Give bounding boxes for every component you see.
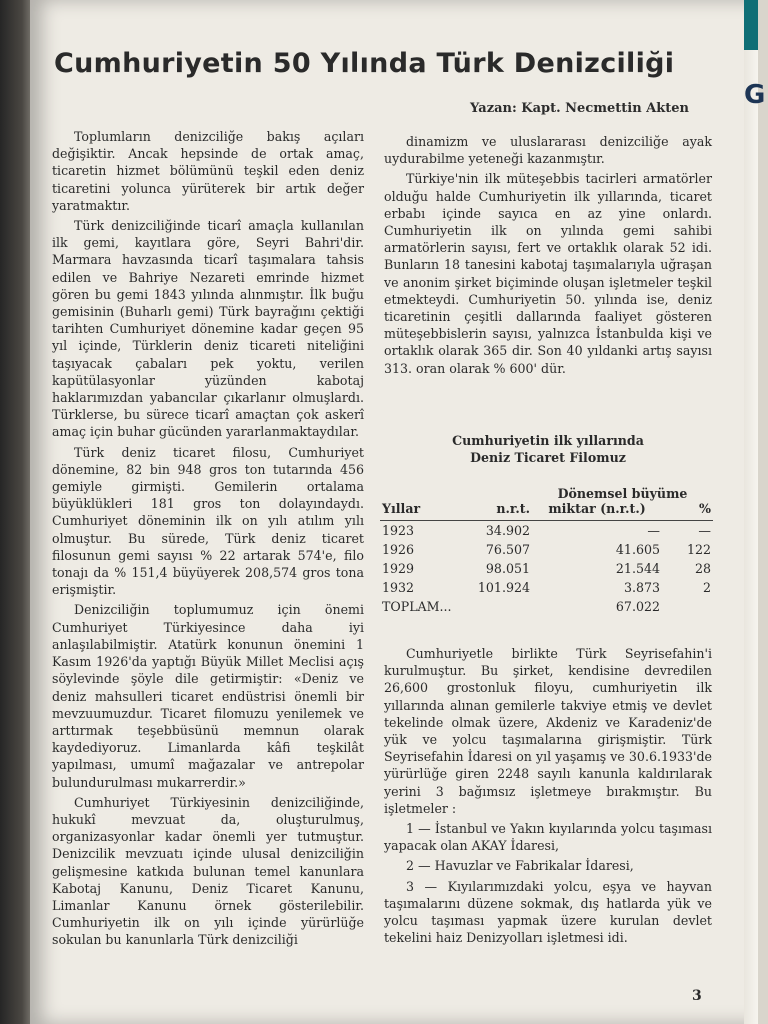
table-row — [380, 540, 713, 559]
next-page-edge — [744, 0, 766, 1024]
nrt-cell: 76.507 — [485, 542, 530, 557]
percent-cell: 122 — [686, 542, 711, 557]
year-cell: 1923 — [382, 523, 415, 538]
list-item: 2 — Havuzlar ve Fabrikalar İdaresi, — [406, 858, 634, 874]
table-title-line: Cumhuriyetin ilk yıllarında — [452, 433, 644, 448]
paragraph: Denizciliğin toplumumuz için önemi Cumhuriyet Türkiyesince daha iyi anlaşılabilmiştir. Atatürk konunun önemini 1 Kasım 1926'da yaptığı Büyük Millet Meclisi açış söylevinde şöyle dile getirmiştir: «Deniz ve deniz mahsulleri ticaret endüstrisi önemli bir mevzuumuzdur. Ticaret filomuzu yenilemek ve arttırmak teşebbüsünü memnun olarak kaydediyoruz. Limanlarda kâfi teşkilât yapılması, umumî mağazalar ve antrepolar bulundurulması mukarrerdir.» — [52, 602, 364, 790]
author-line — [470, 101, 720, 116]
teal-tab — [744, 0, 758, 50]
side-tab-letter: G — [744, 80, 766, 110]
table-header-nrt: n.r.t. — [460, 501, 532, 521]
table-header-growth-line1: Dönemsel büyüme — [557, 486, 688, 501]
paragraph: Türk deniz ticaret filosu, Cumhuriyet dönemine, 82 bin 948 gros ton tutarında 456 gemiyle girmişti. Gemilerin ortalama büyüklükleri 181 gros ton dolayındaydı. Cumhuriyet döneminin ilk on yılı atılım yılı olmuştur. Bu sürede, Türk deniz ticaret filosunun gemi sayısı % 22 artarak 574'e, filo tonajı da % 151,4 büyüyerek 208,574 gros tona erişmiştir. — [52, 444, 364, 598]
fleet-table — [380, 486, 713, 616]
paragraph: Cumhuriyetle birlikte Türk Seyrisefahin'i kurulmuştur. Bu şirket, kendisine devredilen 26,600 grostonluk filoyu, cumhuriyetin ilk yıllarında alınan gemilerle takviye etmiş ve devlet tekelinde olmak üzere, Akdeniz ve Karadeniz'de yük ve yolcu taşımalarına girişmiştir. Türk Seyrisefahin İdaresi on yıl yaşamış ve 30.6.1933'de yürürlüğe giren 2248 sayılı kanunla kaldırılarak yerini 3 bağımsız işletmeye bırakmıştır. Bu işletmeler : — [384, 646, 712, 816]
nrt-cell: 101.924 — [477, 580, 530, 595]
table-title — [384, 432, 712, 466]
table-title-line: Deniz Ticaret Filomuz — [470, 450, 626, 465]
right-column-bottom — [384, 645, 712, 949]
percent-cell: 2 — [702, 580, 711, 595]
list-item: 3 — Kıyılarımızdaki yolcu, eşya ve hayvan taşımalarını düzene sokmak, dış hatlarda yük ve yolcu taşıması yapmak üzere kurulan devlet tekelini haiz Denizyolları işletmesi idi. — [384, 878, 712, 946]
right-column-top — [384, 133, 712, 380]
paragraph: dinamizm ve uluslararası denizciliğe ayak uydurabilme yeteneği kazanmıştır. — [384, 134, 712, 167]
paragraph: Türk denizciliğinde ticarî amaçla kullanılan ilk gemi, kayıtlara göre, Seyri Bahri'dir. Marmara havzasında ticarî taşımalara tahsis edilen ve Bahriye Nezareti emrinde hizmet gören bu gemi 1843 yılında alınmıştır. İlk buğu gemisinin (Buharlı gemi) Türk bayrağını çektiği tarihten Cumhuriyet dönemine kadar geçen 95 yıl içinde, Türklerin deniz ticareti niteliğini taşıyacak çabaları pek yoktu, verilen kapütülasyonlar yüzünden kabotaj haklarımızdan yabancılar çıkarlanır olmuşlardı. Türklerse, bu sürece ticarî amaçtan çok askerî amaç için buhar gücünden yararlanmaktaydılar. — [52, 218, 364, 440]
growth-cell: 41.605 — [615, 542, 660, 557]
year-cell: 1929 — [382, 561, 415, 576]
author-label: Yazan: — [470, 101, 517, 116]
paragraph: Türkiye'nin ilk müteşebbis tacirleri armatörler olduğu halde Cumhuriyetin ilk yıllarında, ticaret erbabı içinde sayıca en az yine onlardı. Cumhuriyetin ilk on yılında gemi sahibi armatörlerin sayısı, fert ve ortaklık olarak 52 idi. Bunların 18 tanesini kabotaj taşımalarıyla uğraşan ve anonim şirket biçiminde oluşan işletmeler teşkil etmekteydi. Cumhuriyetin 50. yılında ise, deniz ticaretinin çeşitli dallarında faaliyet gösteren müteşebbislerin sayısı, yalnızca İstanbulda kişi ve ortaklık olarak 365 dir. Son 40 yıldanki artış sayısı 313. oran olarak % 600' dür. — [384, 171, 712, 376]
table-header-years: Yıllar — [380, 501, 460, 521]
percent-cell: 28 — [694, 561, 711, 576]
table-header-growth-line2: miktar (n.r.t.) — [532, 501, 662, 521]
table-row — [380, 521, 713, 541]
page-number: 3 — [692, 988, 702, 1004]
table-header-percent: % — [662, 501, 713, 521]
paragraph: Cumhuriyet Türkiyesinin denizciliğinde, hukukî mevzuat da, oluşturulmuş, organizasyonlar kadar önemli yer tutmuştur. Denizcilik mevzuatı içinde ulusal denizciliğin gelişmesine katkıda bulunan temel kanunlara Kabotaj Kanunu, Deniz Ticaret Kanunu, Limanlar Kanunu örnek gösterilebilir. Cumhuriyetin ilk on yılı içinde yürürlüğe sokulan bu kanunlarla Türk denizciliği — [52, 794, 364, 948]
year-cell: 1932 — [382, 580, 415, 595]
article-title: Cumhuriyetin 50 Yılında Türk Denizciliği — [54, 48, 675, 79]
author-name: Kapt. Necmettin Akten — [521, 101, 690, 116]
left-column — [52, 128, 364, 952]
growth-cell: — — [647, 523, 660, 538]
percent-cell: — — [698, 523, 711, 538]
growth-cell: 21.544 — [615, 561, 660, 576]
paragraph: Toplumların denizciliğe bakış açıları değişiktir. Ancak hepsinde de ortak amaç, ticaretin hizmet bölümünü teşkil eden deniz ticaretini yolunca yürüterek bir artık değer yaratmaktır. — [52, 129, 364, 213]
table-row — [380, 578, 713, 597]
list-item: 1 — İstanbul ve Yakın kıyılarında yolcu taşıması yapacak olan AKAY İdaresi, — [384, 821, 712, 854]
year-cell: 1926 — [382, 542, 415, 557]
table-total-row — [380, 597, 713, 616]
table-row — [380, 559, 713, 578]
total-growth: 67.022 — [615, 599, 660, 614]
total-label: TOPLAM... — [382, 599, 452, 614]
growth-cell: 3.873 — [623, 580, 660, 595]
nrt-cell: 98.051 — [485, 561, 530, 576]
nrt-cell: 34.902 — [485, 523, 530, 538]
